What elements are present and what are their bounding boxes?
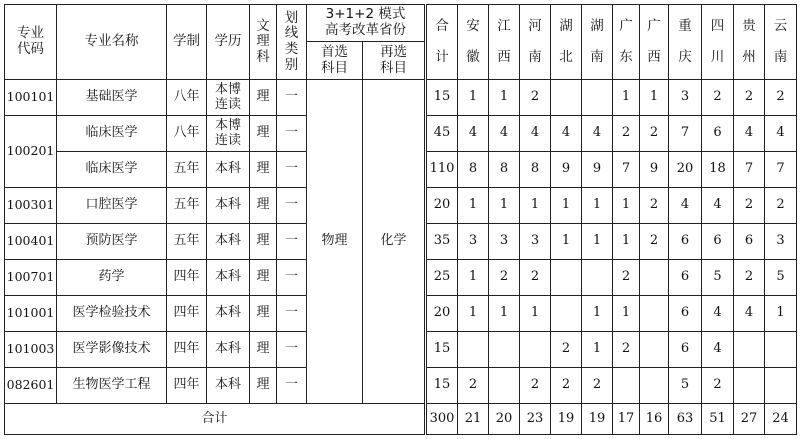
province-count: 2	[734, 188, 765, 224]
row-total: 20	[426, 188, 458, 224]
table-row	[5, 80, 797, 116]
first-subject-cell: 物理	[307, 80, 363, 404]
duration-cell: 四年	[167, 260, 207, 296]
province-count: 4	[702, 188, 734, 224]
track-cell: 理	[250, 152, 277, 188]
header-major-code: 专业 代码	[5, 5, 57, 80]
summary-row	[5, 404, 797, 435]
province-count: 8	[489, 152, 520, 188]
province-count: 1	[489, 188, 520, 224]
province-count: 2	[640, 188, 669, 224]
duration-cell: 八年	[167, 80, 207, 116]
province-count: 1	[765, 296, 797, 332]
province-count: 2	[640, 224, 669, 260]
summary-province-count: 51	[702, 404, 734, 435]
province-count: 2	[640, 116, 669, 152]
province-count: 2	[582, 368, 613, 404]
major-code: 100301	[5, 188, 57, 224]
track-cell: 理	[250, 80, 277, 116]
header-province-guangdong: 广 东	[613, 5, 640, 80]
province-count	[734, 332, 765, 368]
province-count: 7	[734, 152, 765, 188]
province-count: 9	[551, 152, 582, 188]
province-count: 1	[489, 296, 520, 332]
summary-province-count: 23	[520, 404, 551, 435]
major-name: 口腔医学	[57, 188, 167, 224]
header-province-henan: 河 南	[520, 5, 551, 80]
summary-province-count: 16	[640, 404, 669, 435]
header-degree: 学历	[207, 5, 250, 80]
degree-cell: 本科	[207, 224, 250, 260]
province-count: 1	[520, 296, 551, 332]
province-count: 4	[702, 296, 734, 332]
summary-province-count: 27	[734, 404, 765, 435]
province-count	[640, 296, 669, 332]
second-subject-cell: 化学	[363, 80, 426, 404]
province-count: 3	[669, 80, 702, 116]
major-code: 101001	[5, 296, 57, 332]
summary-total: 300	[426, 404, 458, 435]
header-province-guangxi: 广 西	[640, 5, 669, 80]
province-count: 6	[669, 260, 702, 296]
province-count: 7	[765, 152, 797, 188]
major-name: 临床医学	[57, 152, 167, 188]
header-province-hunan: 湖 南	[582, 5, 613, 80]
province-count: 2	[520, 80, 551, 116]
province-count: 1	[520, 188, 551, 224]
province-count: 18	[702, 152, 734, 188]
province-count: 2	[734, 260, 765, 296]
province-count: 4	[458, 116, 489, 152]
province-count	[613, 368, 640, 404]
province-count	[640, 260, 669, 296]
province-count: 2	[551, 368, 582, 404]
major-code: 100101	[5, 80, 57, 116]
track-cell: 理	[250, 368, 277, 404]
province-count: 5	[669, 368, 702, 404]
line-type-cell: 一	[277, 116, 307, 152]
summary-province-count: 17	[613, 404, 640, 435]
province-count: 4	[734, 296, 765, 332]
province-count	[551, 260, 582, 296]
track-cell: 理	[250, 188, 277, 224]
header-province-jiangxi: 江 西	[489, 5, 520, 80]
duration-cell: 四年	[167, 296, 207, 332]
degree-cell: 本科	[207, 188, 250, 224]
header-province-guizhou: 贵 州	[734, 5, 765, 80]
degree-cell: 本科	[207, 260, 250, 296]
province-count: 8	[520, 152, 551, 188]
major-name: 医学影像技术	[57, 332, 167, 368]
province-count: 1	[582, 188, 613, 224]
province-count: 6	[669, 332, 702, 368]
degree-cell: 本科	[207, 152, 250, 188]
province-count: 2	[765, 80, 797, 116]
line-type-cell: 一	[277, 152, 307, 188]
header-row	[5, 5, 797, 42]
major-name: 临床医学	[57, 116, 167, 152]
header-first-subject: 首选 科目	[307, 42, 363, 80]
province-count: 1	[613, 188, 640, 224]
province-count: 4	[765, 116, 797, 152]
province-count	[520, 332, 551, 368]
header-track: 文 理 科	[250, 5, 277, 80]
province-count	[640, 368, 669, 404]
row-total: 110	[426, 152, 458, 188]
line-type-cell: 一	[277, 368, 307, 404]
summary-province-count: 19	[582, 404, 613, 435]
province-count: 1	[551, 224, 582, 260]
province-count	[458, 332, 489, 368]
province-count: 1	[551, 188, 582, 224]
major-name: 医学检验技术	[57, 296, 167, 332]
degree-cell: 本科	[207, 332, 250, 368]
province-count	[640, 332, 669, 368]
header-province-anhui: 安 徽	[458, 5, 489, 80]
header-duration: 学制	[167, 5, 207, 80]
row-total: 25	[426, 260, 458, 296]
line-type-cell: 一	[277, 260, 307, 296]
row-total: 45	[426, 116, 458, 152]
line-type-cell: 一	[277, 332, 307, 368]
major-code: 100401	[5, 224, 57, 260]
degree-cell: 本博 连读	[207, 116, 250, 152]
admission-plan-table	[4, 4, 797, 435]
line-type-cell: 一	[277, 224, 307, 260]
row-total: 15	[426, 368, 458, 404]
province-count: 7	[613, 152, 640, 188]
province-count: 4	[520, 116, 551, 152]
province-count: 4	[582, 116, 613, 152]
province-count: 5	[702, 260, 734, 296]
province-count: 4	[702, 332, 734, 368]
province-count: 1	[458, 80, 489, 116]
duration-cell: 四年	[167, 332, 207, 368]
province-count: 2	[613, 260, 640, 296]
header-province-chongqing: 重 庆	[669, 5, 702, 80]
province-count: 6	[669, 224, 702, 260]
degree-cell: 本科	[207, 368, 250, 404]
track-cell: 理	[250, 332, 277, 368]
province-count: 1	[489, 80, 520, 116]
province-count: 1	[458, 296, 489, 332]
province-count: 7	[669, 116, 702, 152]
row-total: 15	[426, 80, 458, 116]
province-count: 2	[734, 80, 765, 116]
province-count: 1	[613, 296, 640, 332]
duration-cell: 五年	[167, 152, 207, 188]
line-type-cell: 一	[277, 296, 307, 332]
major-code: 100701	[5, 260, 57, 296]
province-count	[551, 296, 582, 332]
summary-province-count: 24	[765, 404, 797, 435]
province-count: 2	[702, 80, 734, 116]
major-code: 100201	[5, 116, 57, 188]
degree-cell: 本科	[207, 296, 250, 332]
summary-province-count: 20	[489, 404, 520, 435]
province-count: 9	[640, 152, 669, 188]
province-count: 3	[458, 224, 489, 260]
major-name: 预防医学	[57, 224, 167, 260]
header-province-yunnan: 云 南	[765, 5, 797, 80]
province-count: 2	[489, 260, 520, 296]
summary-province-count: 19	[551, 404, 582, 435]
track-cell: 理	[250, 224, 277, 260]
province-count	[551, 80, 582, 116]
header-line-type: 划 线 类 别	[277, 5, 307, 80]
track-cell: 理	[250, 260, 277, 296]
province-count	[734, 368, 765, 404]
province-count: 1	[458, 188, 489, 224]
row-total: 35	[426, 224, 458, 260]
line-type-cell: 一	[277, 188, 307, 224]
degree-cell: 本博 连读	[207, 80, 250, 116]
province-count: 3	[520, 224, 551, 260]
header-second-subject: 再选 科目	[363, 42, 426, 80]
duration-cell: 四年	[167, 368, 207, 404]
province-count	[489, 332, 520, 368]
province-count: 2	[551, 332, 582, 368]
duration-cell: 五年	[167, 224, 207, 260]
track-cell: 理	[250, 116, 277, 152]
province-count	[582, 260, 613, 296]
header-province-hubei: 湖 北	[551, 5, 582, 80]
province-count: 2	[613, 332, 640, 368]
row-total: 15	[426, 332, 458, 368]
major-code: 082601	[5, 368, 57, 404]
province-count	[765, 368, 797, 404]
header-major-name: 专业名称	[57, 5, 167, 80]
province-count: 3	[489, 224, 520, 260]
track-cell: 理	[250, 296, 277, 332]
province-count	[489, 368, 520, 404]
province-count: 4	[489, 116, 520, 152]
province-count: 2	[702, 368, 734, 404]
major-name: 生物医学工程	[57, 368, 167, 404]
province-count: 4	[734, 116, 765, 152]
major-name: 药学	[57, 260, 167, 296]
province-count: 1	[582, 224, 613, 260]
duration-cell: 八年	[167, 116, 207, 152]
province-count: 1	[613, 80, 640, 116]
province-count: 1	[582, 332, 613, 368]
province-count: 4	[669, 188, 702, 224]
province-count: 1	[458, 260, 489, 296]
province-count: 2	[520, 368, 551, 404]
major-code: 101003	[5, 332, 57, 368]
province-count: 6	[669, 296, 702, 332]
duration-cell: 五年	[167, 188, 207, 224]
province-count: 20	[669, 152, 702, 188]
province-count: 5	[765, 260, 797, 296]
province-count: 3	[765, 224, 797, 260]
province-count: 2	[520, 260, 551, 296]
province-count: 6	[702, 224, 734, 260]
row-total: 20	[426, 296, 458, 332]
header-total: 合 计	[426, 5, 458, 80]
province-count: 2	[458, 368, 489, 404]
province-count: 6	[702, 116, 734, 152]
province-count: 2	[765, 188, 797, 224]
province-count: 2	[613, 116, 640, 152]
header-province-sichuan: 四 川	[702, 5, 734, 80]
major-name: 基础医学	[57, 80, 167, 116]
summary-province-count: 21	[458, 404, 489, 435]
line-type-cell: 一	[277, 80, 307, 116]
province-count: 9	[582, 152, 613, 188]
header-reform-title: 3+1+2 模式 高考改革省份	[307, 5, 426, 42]
province-count	[582, 80, 613, 116]
province-count: 8	[458, 152, 489, 188]
province-count: 1	[582, 296, 613, 332]
province-count: 1	[640, 80, 669, 116]
summary-label: 合计	[5, 404, 426, 435]
province-count: 1	[613, 224, 640, 260]
province-count: 6	[734, 224, 765, 260]
province-count	[765, 332, 797, 368]
province-count: 4	[551, 116, 582, 152]
summary-province-count: 63	[669, 404, 702, 435]
